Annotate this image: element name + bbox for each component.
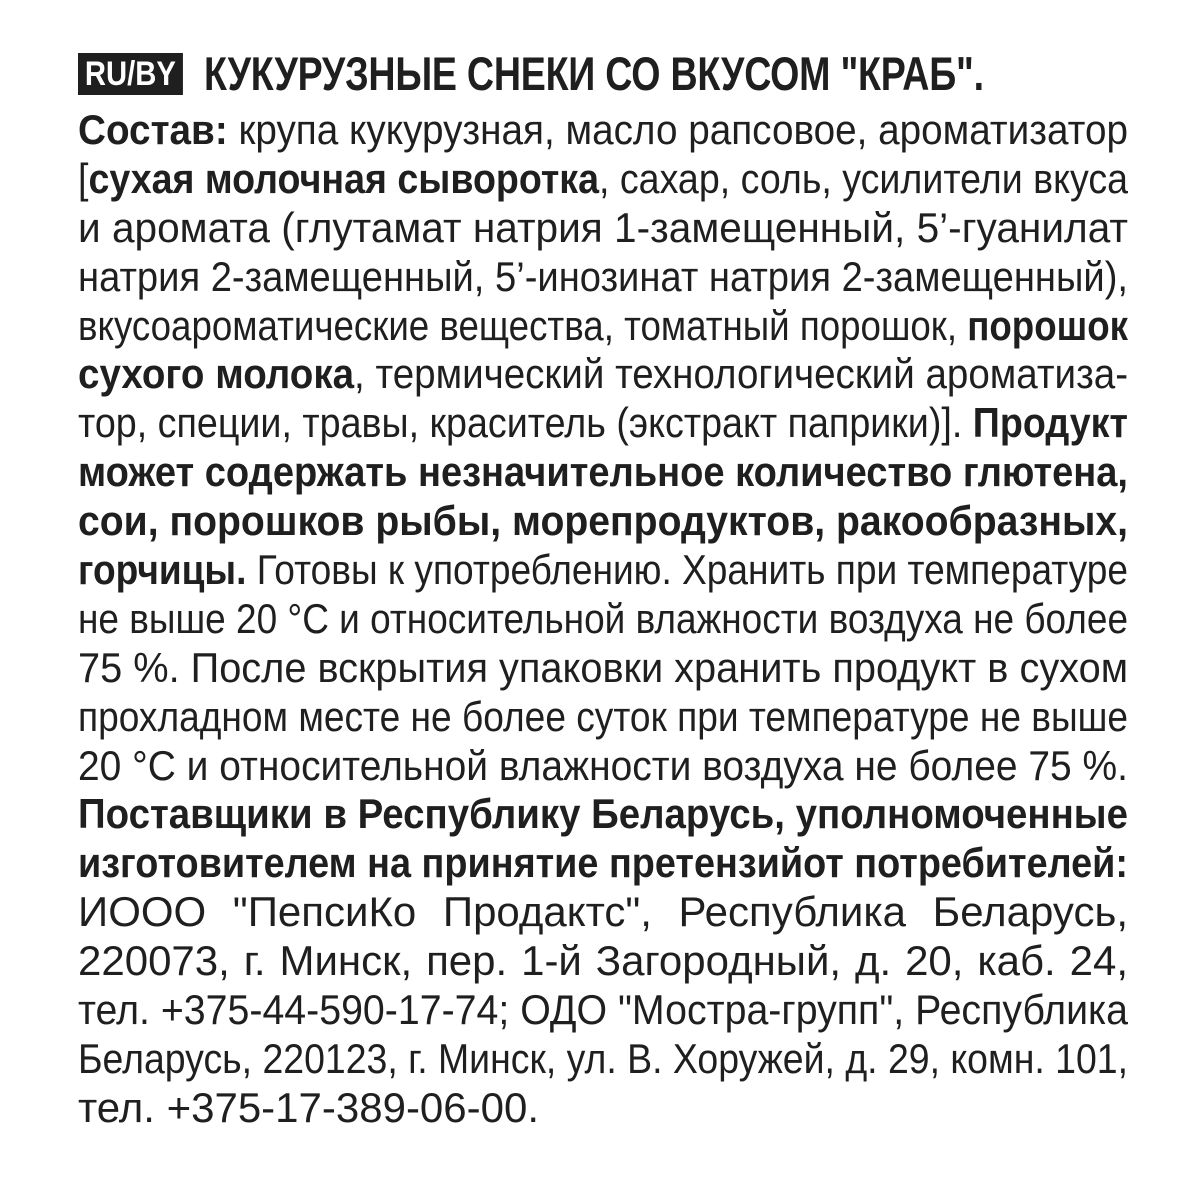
text-line-content [78,106,1128,155]
text-line [78,106,1128,155]
bold-text-run: сухого молока [78,350,355,398]
text-run: не выше 20 °С и относительной влажности воздуха не более [78,594,1129,642]
text-line-content [78,1084,539,1133]
bold-text-run: сои, порошков рыбы, морепродуктов, ракообразных, [78,497,1129,545]
text-run: ИООО "ПепсиКо Продактс", Республика Беларусь, [78,888,1129,936]
text-line-content [78,986,1128,1035]
text-run: , термический технологический ароматиза- [354,350,1129,398]
text-line [78,595,1128,644]
text-line [78,399,1128,448]
bold-text-run: Продукт [972,399,1128,447]
text-line-content [78,888,1128,937]
label-header [78,46,1128,102]
text-run: , сахар, соль, усилители вкуса [598,154,1129,202]
text-line-content [78,839,1128,888]
text-line-content [78,204,1128,253]
text-line-content [78,595,1128,644]
text-line-content [78,1035,1128,1084]
bold-text-run: Состав: [78,106,228,153]
text-line-content [78,546,1128,595]
text-line-content [78,693,1128,742]
bold-text-run: Поставщики в Республику Беларусь, уполномоченные [78,790,1128,838]
text-line-content [78,399,1128,448]
text-line [78,350,1128,399]
text-line-content [78,497,1128,546]
text-line [78,693,1128,742]
product-label [78,46,1128,1133]
text-run: тор, специи, травы, краситель (экстракт паприки)]. [78,399,973,447]
text-line [78,497,1128,546]
text-run: крупа кукурузная, масло рапсовое, ароматизатор [227,106,1128,153]
language-badge: RU/BY [78,53,183,95]
text-line [78,790,1128,839]
text-line [78,546,1128,595]
text-line-content [78,790,1128,839]
bold-text-run: изготовителем на принятие претензийот потребителей: [78,839,1129,887]
text-line-content [78,937,1128,986]
text-run: тел. +375-44-590-17-74; ОДО "Мостра-групп", Республика [78,986,1128,1034]
text-line [78,253,1128,302]
text-run: тел. +375-17-389-06-00. [78,1083,540,1131]
text-line-content [78,302,1128,351]
text-line [78,204,1128,253]
text-run: натрия 2-замещенный, 5’-инозинат натрия 2-замещенный), [78,252,1129,300]
text-line [78,644,1128,693]
text-run: 75 %. После вскрытия упаковки хранить продукт в сухом [78,643,1129,691]
bold-text-run: может содержать незначительное количество глютена, [78,448,1129,496]
text-line [78,302,1128,351]
product-title: КУКУРУЗНЫЕ СНЕКИ СО ВКУСОМ "КРАБ". [203,47,984,100]
text-line [78,986,1128,1035]
text-run: [ [78,154,89,202]
text-line [78,1035,1128,1084]
text-line-content [78,253,1128,302]
text-run: прохладном месте не более суток при температуре не выше [78,692,1129,740]
text-run: 20 °С и относительной влажности воздуха не более 75 %. [78,741,1128,789]
text-run: вкусоароматические вещества, томатный порошок, [78,301,968,349]
text-line [78,1084,1128,1133]
composition-text [78,106,1128,1133]
bold-text-run: сухая молочная сыворотка [88,154,599,202]
text-line-content [78,644,1128,693]
text-run: Беларусь, 220123, г. Минск, ул. В. Хоружей, д. 29, комн. 101, [78,1034,1129,1082]
text-line [78,888,1128,937]
text-line-content [78,742,1128,791]
bold-text-run: порошок [967,301,1128,349]
text-line-content [78,350,1128,399]
text-line [78,742,1128,791]
text-line [78,839,1128,888]
text-run: 220073, г. Минск, пер. 1-й Загородный, д. 20, каб. 24, [78,937,1129,985]
text-line [78,937,1128,986]
text-run: и аромата (глутамат натрия 1-замещенный, 5’-гуанилат [78,203,1128,251]
text-line-content [78,448,1128,497]
text-line [78,155,1128,204]
text-line-content [78,155,1128,204]
text-line [78,448,1128,497]
bold-text-run: горчицы. [78,546,247,594]
text-run: Готовы к употреблению. Хранить при температуре [246,546,1129,594]
